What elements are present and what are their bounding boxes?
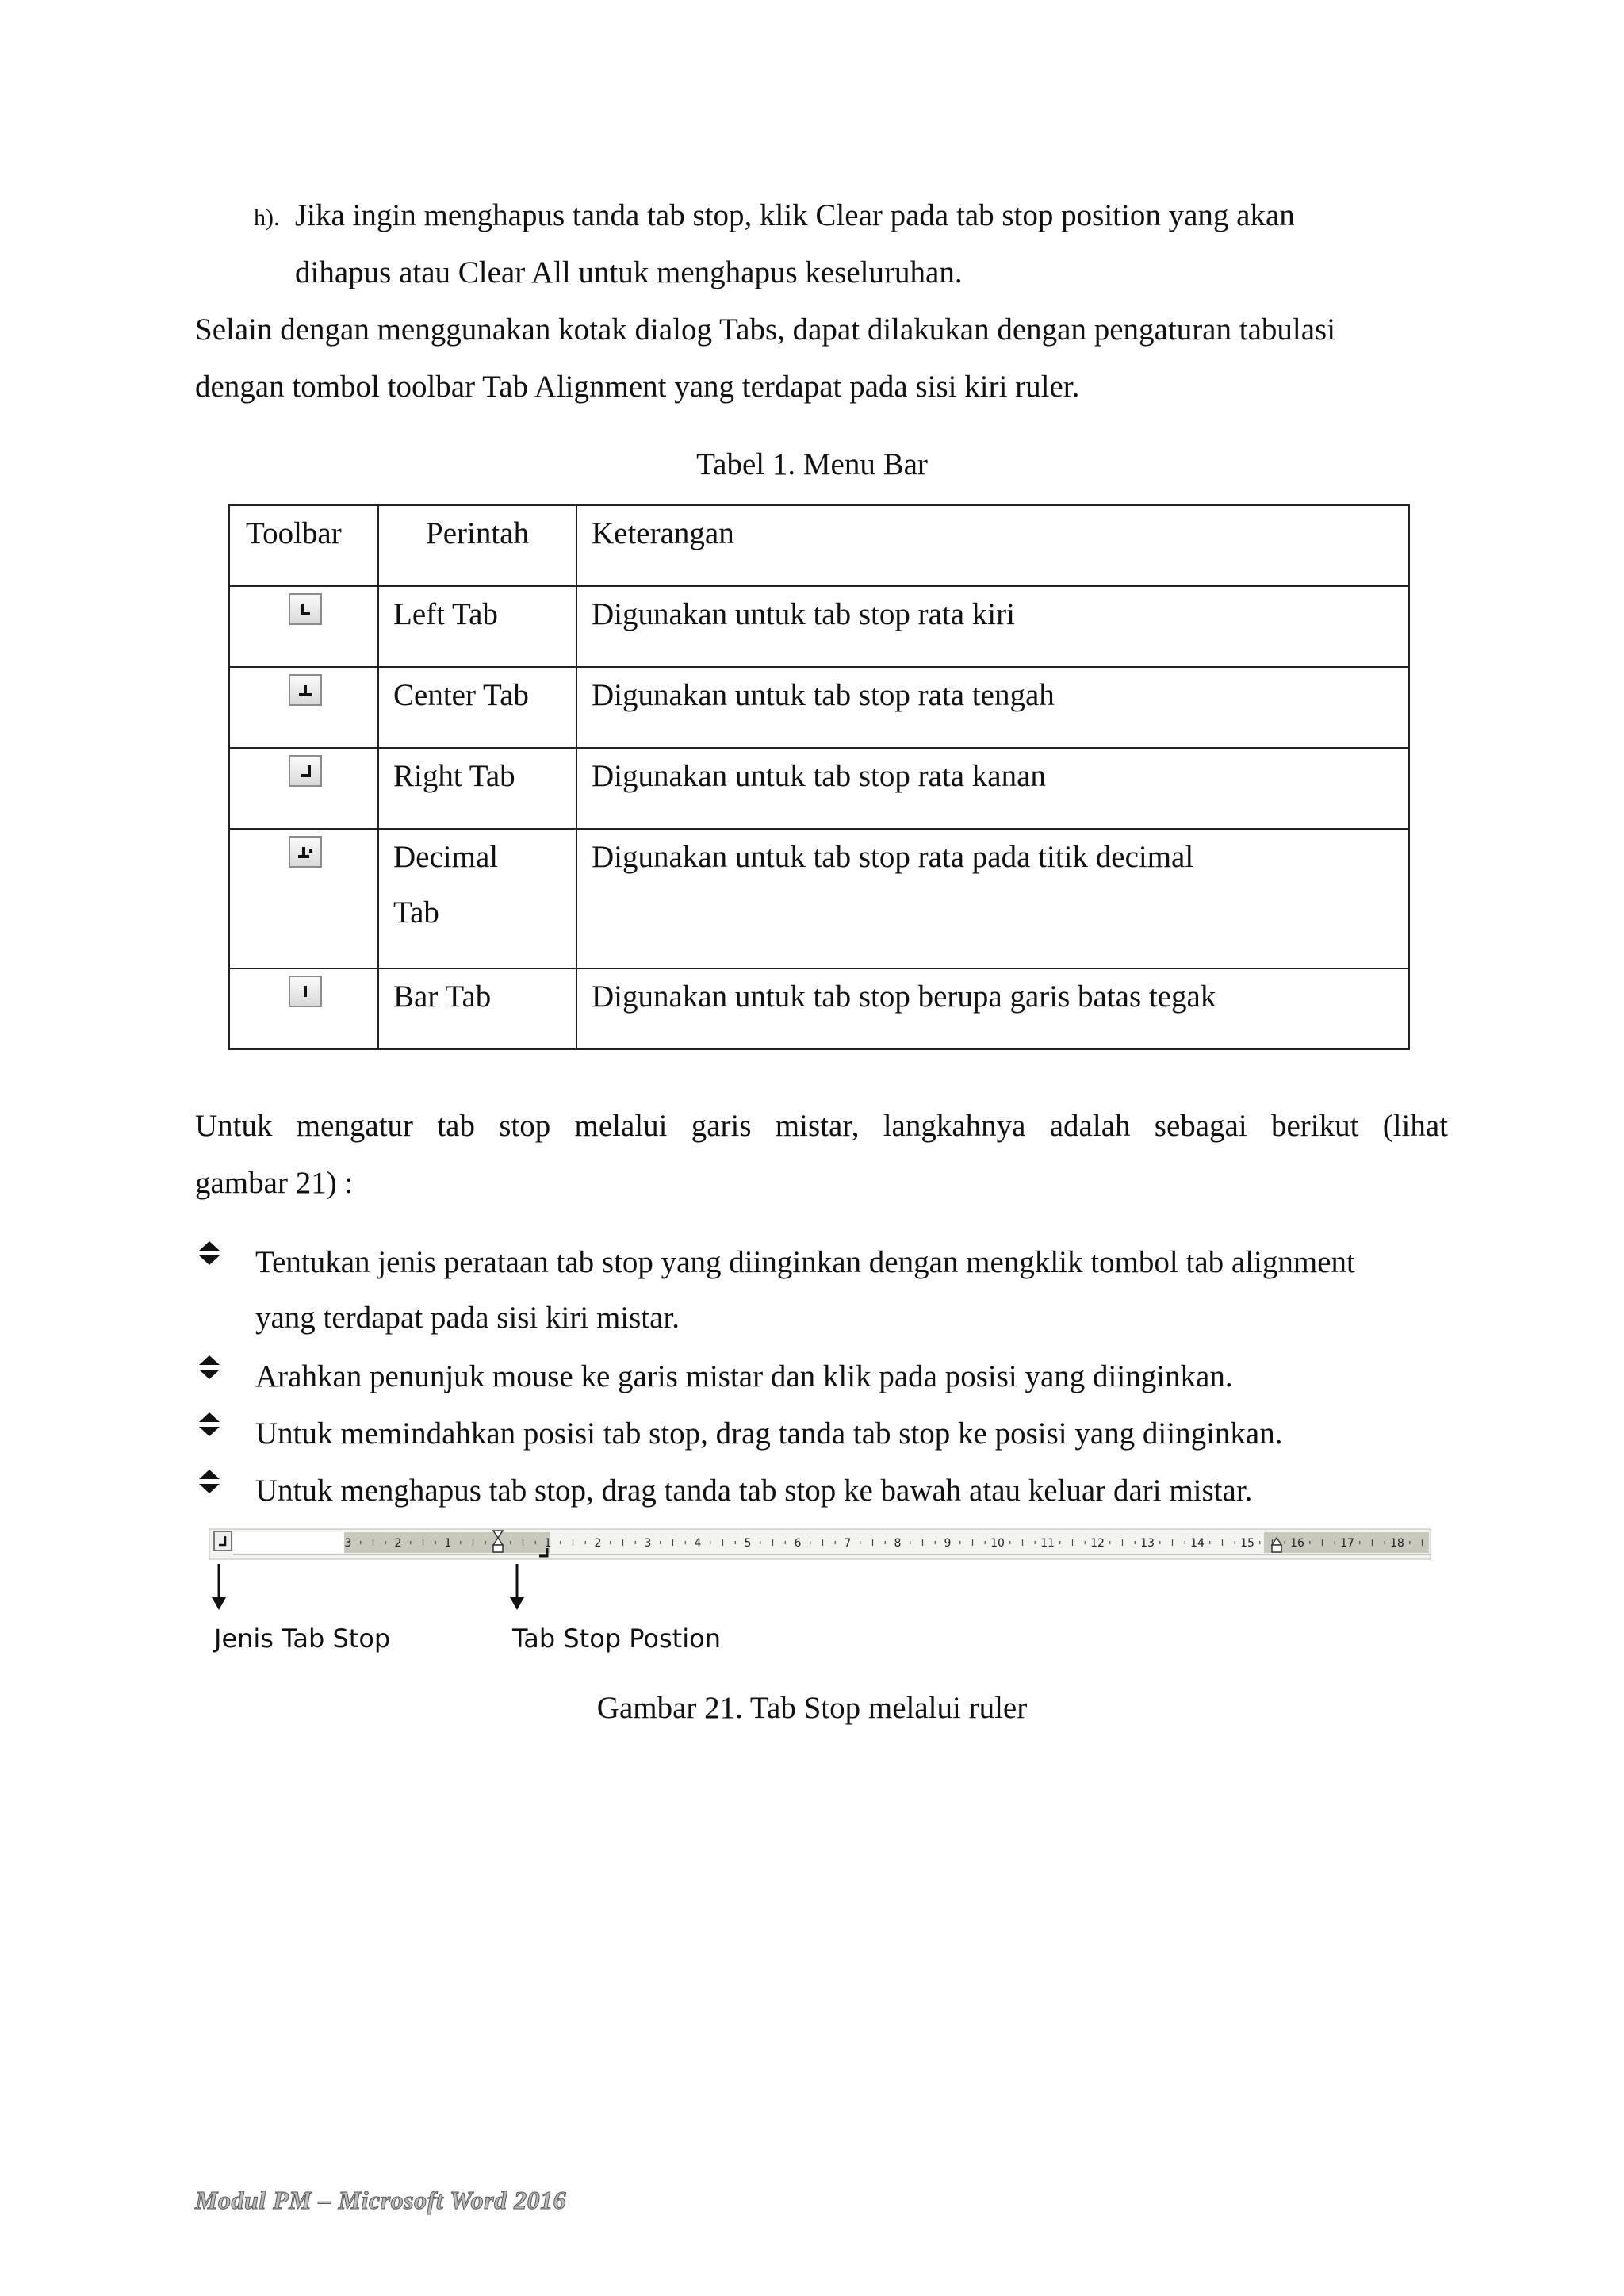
ruler-number-3: 3 <box>644 1537 652 1550</box>
ruler-number-9: 9 <box>944 1537 952 1550</box>
ruler-number-5: 5 <box>744 1537 752 1550</box>
ruler-number-1: 1 <box>544 1537 552 1550</box>
ruler-number-11: 11 <box>1040 1537 1055 1550</box>
double-triangle-bullet-icon <box>195 1353 224 1382</box>
ruler-number-17: 17 <box>1340 1537 1354 1550</box>
double-triangle-bullet-icon <box>195 1467 224 1496</box>
intro-line1: Selain dengan menggunakan kotak dialog Tabs, dapat dilakukan dengan pengaturan tabulasi <box>195 312 1336 347</box>
decimal-tab-icon <box>289 836 322 868</box>
ruler-intro-line2: gambar 21) : <box>195 1166 354 1200</box>
label-tab-stop-position: Tab Stop Postion <box>512 1623 721 1654</box>
left-indent-marker[interactable] <box>493 1545 503 1552</box>
description-cell: Digunakan untuk tab stop rata pada titik decimal <box>576 829 1409 968</box>
figure-caption: Gambar 21. Tab Stop melalui ruler <box>596 1691 1028 1725</box>
tab-alignment-button[interactable] <box>214 1531 232 1550</box>
table-row <box>229 748 1409 829</box>
item-h-marker: h). <box>254 205 280 231</box>
arrow-down-icon <box>209 1564 228 1612</box>
ruler-number-15: 15 <box>1240 1537 1254 1550</box>
item-h-line1: Jika ingin menghapus tanda tab stop, klik Clear pada tab stop position yang akan <box>295 198 1295 232</box>
description-cell: Digunakan untuk tab stop rata kanan <box>576 748 1409 829</box>
ruler-number-left-3: 3 <box>344 1537 352 1550</box>
bullet-item-2: Arahkan penunjuk mouse ke garis mistar dan klik pada posisi yang diinginkan. <box>255 1359 1233 1393</box>
bullet-item-4: Untuk menghapus tab stop, drag tanda tab stop ke bawah atau keluar dari mistar. <box>255 1474 1253 1508</box>
ruler-number-7: 7 <box>844 1537 852 1550</box>
double-triangle-bullet-icon <box>195 1410 224 1439</box>
center-tab-icon <box>289 674 322 706</box>
ruler-number-6: 6 <box>794 1537 802 1550</box>
header-toolbar: Toolbar <box>229 505 378 586</box>
bullet-item-3: Untuk memindahkan posisi tab stop, drag tanda tab stop ke posisi yang diinginkan. <box>255 1416 1283 1451</box>
ruler-number-12: 12 <box>1090 1537 1105 1550</box>
right-tab-icon <box>289 755 322 787</box>
label-jenis-tab-stop: Jenis Tab Stop <box>214 1623 391 1654</box>
ruler-figure <box>209 1527 1431 1561</box>
footer-module-title: Modul PM – Microsoft Word 2016 <box>195 2186 567 2214</box>
arrow-down-icon <box>508 1564 527 1612</box>
table-row <box>229 829 1409 968</box>
double-triangle-bullet-icon <box>195 1239 224 1267</box>
bullet-item-1-line2: yang terdapat pada sisi kiri mistar. <box>255 1301 680 1335</box>
ruler-number-10: 10 <box>990 1537 1005 1550</box>
ruler-number-left-2: 2 <box>394 1537 402 1550</box>
header-keterangan: Keterangan <box>576 505 1409 586</box>
ruler-number-8: 8 <box>894 1537 902 1550</box>
description-cell: Digunakan untuk tab stop rata kiri <box>576 586 1409 667</box>
ruler-intro-line1: Untuk mengatur tab stop melalui garis mistar, langkahnya adalah sebagai berikut (lihat <box>195 1109 1448 1143</box>
ruler-number-14: 14 <box>1190 1537 1205 1550</box>
menu-bar-table <box>228 504 1410 1050</box>
ruler-number-18: 18 <box>1390 1537 1404 1550</box>
ruler-number-13: 13 <box>1140 1537 1155 1550</box>
ruler-number-left-1: 1 <box>444 1537 452 1550</box>
table-row <box>229 586 1409 667</box>
description-cell: Digunakan untuk tab stop rata tengah <box>576 667 1409 748</box>
table-row <box>229 968 1409 1049</box>
item-h-line2: dihapus atau Clear All untuk menghapus keseluruhan. <box>295 255 963 289</box>
command-cell: Decimal Tab <box>378 829 576 968</box>
left-tab-icon <box>289 593 322 625</box>
command-cell: Left Tab <box>378 586 576 667</box>
bar-tab-icon <box>289 976 322 1007</box>
intro-line2: dengan tombol toolbar Tab Alignment yang terdapat pada sisi kiri ruler. <box>195 370 1080 404</box>
table-caption: Tabel 1. Menu Bar <box>696 447 928 481</box>
header-perintah: Perintah <box>378 505 576 586</box>
command-cell: Bar Tab <box>378 968 576 1049</box>
bullet-item-1-line1: Tentukan jenis perataan tab stop yang diinginkan dengan mengklik tombol tab alignment <box>255 1245 1355 1279</box>
table-header-row <box>229 505 1409 586</box>
ruler-number-16: 16 <box>1290 1537 1304 1550</box>
description-cell: Digunakan untuk tab stop berupa garis batas tegak <box>576 968 1409 1049</box>
table-row <box>229 667 1409 748</box>
ruler-number-4: 4 <box>694 1537 702 1550</box>
ruler-number-2: 2 <box>594 1537 602 1550</box>
command-cell: Center Tab <box>378 667 576 748</box>
command-cell: Right Tab <box>378 748 576 829</box>
